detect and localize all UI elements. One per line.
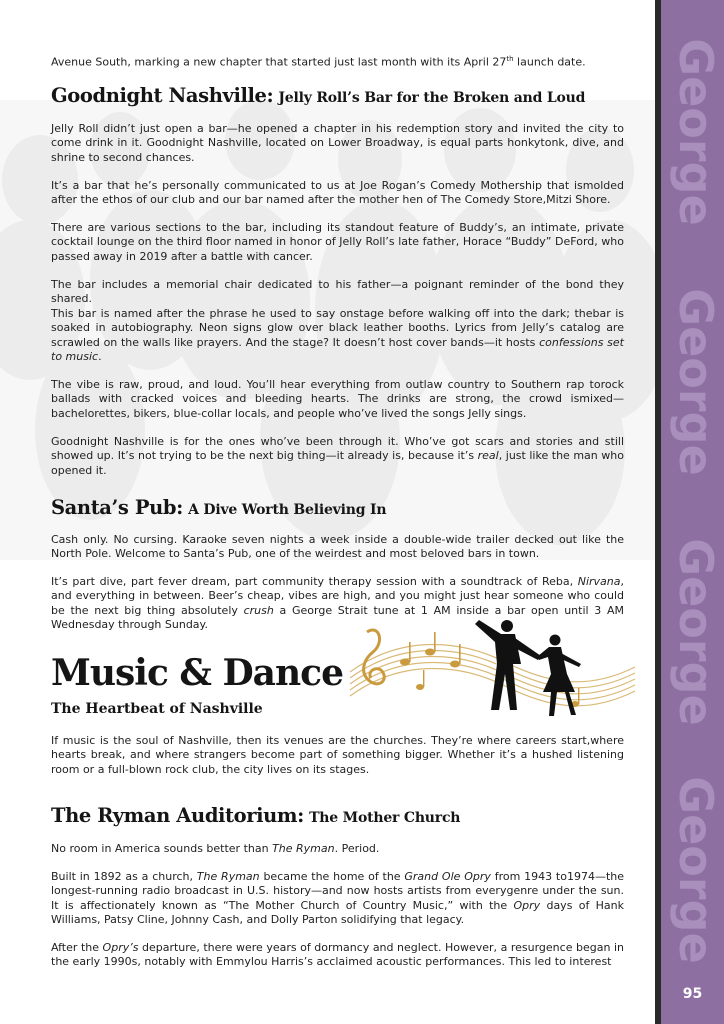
- music-paragraph: If music is the soul of Nashville, then its venues are the churches. They’re where careers start,where hearts break, and where strangers become part of something bigger. Whether it’s a hushed listening room or a full-blown rock club, the city lives on its stages.: [51, 734, 624, 776]
- ryman-paragraph-2: Built in 1892 as a church, The Ryman became the home of the Grand Ole Opry from 1943 to1974—the longest-running radio broadcast in U.S. history—and now hosts artists from everygenre under the sun. It is affectionately known as “The Mother Church of Country Music,” with the Opry days of Hank Williams, Patsy Cline, Johnny Cash, and Dolly Parton solidifying that legacy.: [51, 870, 625, 927]
- sidebar-watermark-1: [668, 22, 724, 242]
- svg-text:George: George: [669, 38, 723, 226]
- goodnight-paragraph-2: It’s a bar that he’s personally communicated to us at Joe Rogan’s Comedy Mothership that ismolded after the ethos of our club and our bar named after the mother hen of The Comedy Store,Mitzi Shore.: [51, 179, 624, 207]
- goodnight-paragraph-4: The bar includes a memorial chair dedicated to his father—a poignant reminder of the bond they shared.: [51, 278, 624, 306]
- svg-text:George: George: [669, 776, 723, 964]
- page-number: 95: [682, 986, 703, 1002]
- sidebar-watermark-2: [668, 272, 724, 492]
- music-dance-subtitle: The Heartbeat of Nashville: [51, 701, 263, 717]
- sidebar-watermark-4: [668, 760, 724, 980]
- goodnight-paragraph-7: Goodnight Nashville is for the ones who’ve been through it. Who’ve got scars and stories and still showed up. It’s not trying to be the next big thing—it already is, because it’s real, just like the man who opened it.: [51, 435, 624, 477]
- goodnight-paragraph-5: This bar is named after the phrase he used to say onstage before walking off into the dark; thebar is soaked in autobiography. Neon signs glow over black leather booths. Lyrics from Jelly’s catalog are scrawled on the walls like prayers. And the stage? It doesn’t host cover bands—it hosts confessions set to music.: [51, 307, 624, 364]
- ryman-paragraph-1: No room in America sounds better than The Ryman. Period.: [51, 842, 380, 855]
- goodnight-paragraph-3: There are various sections to the bar, including its standout feature of Buddy’s, an intimate, private cocktail lounge on the third floor named in honor of Jelly Roll’s late father, Horace “Buddy” DeFord, who passed away in 2019 after a battle with cancer.: [51, 221, 624, 263]
- ryman-heading: The Ryman Auditorium: The Mother Church: [51, 804, 461, 827]
- goodnight-paragraph-1: Jelly Roll didn’t just open a bar—he opened a chapter in his redemption story and invited the city to come drink in it. Goodnight Nashville, located on Lower Broadway, is equal parts honkytonk, dive, and shrine to second chances.: [51, 122, 624, 164]
- dancers-music-notes-illustration: [345, 612, 640, 722]
- svg-text:George: George: [669, 288, 723, 476]
- santas-heading: Santa’s Pub: A Dive Worth Believing In: [51, 496, 387, 519]
- santas-paragraph-1: Cash only. No cursing. Karaoke seven nights a week inside a double-wide trailer decked out like the North Pole. Welcome to Santa’s Pub, one of the weirdest and most beloved bars in town.: [51, 533, 624, 561]
- music-dance-title: Music & Dance: [51, 652, 343, 694]
- sidebar-watermark-3: [668, 522, 724, 742]
- santas-paragraph-2: It’s part dive, part fever dream, part community therapy session with a soundtrack of Reba, Nirvana, and everything in between. Beer’s cheap, vibes are high, and you might just hear someone who could be the next big thing absolutely crush a George Strait tune at 1 AM inside a bar open until 3 AM Wednesday through Sunday.: [51, 575, 624, 632]
- goodnight-heading: Goodnight Nashville: Jelly Roll’s Bar for the Broken and Loud: [51, 84, 586, 107]
- ryman-paragraph-3: After the Opry’s departure, there were years of dormancy and neglect. However, a resurgence began in the early 1990s, notably with Emmylou Harris’s acclaimed acoustic performances. This led to interest: [51, 941, 624, 969]
- sidebar-strip: [655, 0, 724, 1024]
- intro-paragraph: Avenue South, marking a new chapter that started just last month with its April 27th launch date.: [51, 55, 586, 69]
- svg-text:George: George: [669, 538, 723, 726]
- goodnight-paragraph-6: The vibe is raw, proud, and loud. You’ll hear everything from outlaw country to Southern rap torock ballads with cracked voices and bleeding hearts. The drinks are strong, the crowd ismixed—bachelorettes, bikers, blue-collar locals, and people who’ve lived the songs Jelly sings.: [51, 378, 624, 420]
